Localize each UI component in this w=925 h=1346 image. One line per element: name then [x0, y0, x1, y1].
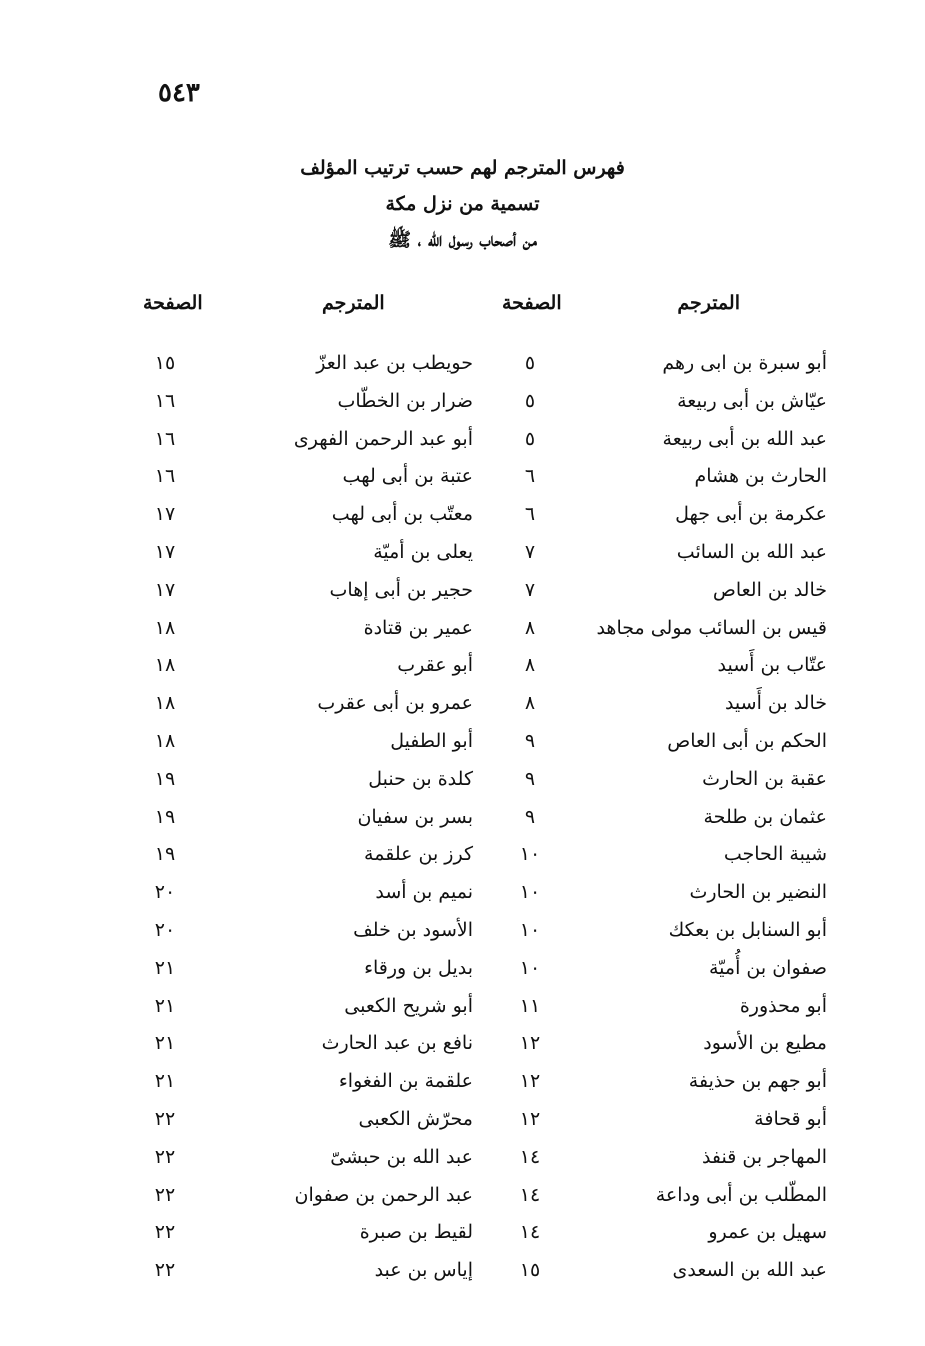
name-right: عقبة بن الحارث — [702, 767, 827, 790]
name-left: أبو شريح الكعبى — [344, 994, 473, 1017]
name-right: عبد الله بن السائب — [676, 540, 827, 563]
table-row — [0, 345, 925, 383]
page-right: ٩ — [524, 805, 536, 828]
name-right: المطّلب بن أبى وداعة — [655, 1183, 827, 1206]
header-name-right: المترجم — [677, 292, 740, 314]
name-right: المهاجر بن قنفذ — [701, 1145, 827, 1168]
name-right: صفوان بن أُميّة — [709, 956, 827, 979]
page-right: ٥ — [524, 389, 536, 412]
name-right: أبو محذورة — [739, 994, 827, 1017]
table-row — [0, 874, 925, 912]
page-left: ٢١ — [154, 956, 176, 979]
page-right: ٥ — [524, 352, 536, 374]
page-right: ٦ — [524, 465, 536, 488]
name-right: شيبة الحاجب — [723, 843, 827, 866]
name-left: عمرو بن أبى عقرب — [317, 692, 473, 715]
page-left: ١٧ — [154, 578, 176, 601]
name-left: ضرار بن الخطّاب — [337, 389, 473, 412]
page-right: ٧ — [524, 540, 536, 563]
table-row — [0, 1101, 925, 1139]
table-row — [0, 836, 925, 874]
name-right: عبد الله بن السعدى — [672, 1259, 827, 1282]
page-left: ١٦ — [154, 427, 176, 450]
page-right: ١٠ — [519, 843, 541, 866]
page-right: ١٠ — [519, 881, 541, 904]
page-right: ١٤ — [519, 1183, 541, 1206]
page-right: ١٠ — [519, 918, 541, 941]
page-left: ١٦ — [154, 465, 176, 488]
name-right: قيس بن السائب مولى مجاهد — [596, 616, 827, 639]
page-left: ١٨ — [154, 729, 176, 752]
page-left: ٢٢ — [154, 1145, 176, 1168]
page-subtitle-2: من أصحاب رسول الله ، ﷺ — [388, 229, 537, 251]
name-left: إياس بن عبد — [374, 1259, 473, 1282]
page-left: ١٩ — [154, 767, 176, 790]
name-right: عكرمة بن أبى جهل — [675, 503, 827, 526]
index-table — [0, 345, 925, 1290]
name-right: النضير بن الحارث — [689, 881, 827, 904]
name-right: أبو قحافة — [754, 1107, 827, 1130]
name-right: سهيل بن عمرو — [708, 1221, 827, 1244]
table-row — [0, 1139, 925, 1177]
page-right: ١٤ — [519, 1221, 541, 1244]
header-page-left: الصفحة — [143, 292, 203, 314]
page-left: ١٨ — [154, 692, 176, 715]
table-row — [0, 1214, 925, 1252]
page-right: ٨ — [524, 616, 536, 639]
name-right: عبد الله بن أبى ربيعة — [662, 427, 827, 450]
name-left: نميم بن أسد — [375, 881, 473, 904]
page-right: ١٤ — [519, 1145, 541, 1168]
page-left: ٢٢ — [154, 1221, 176, 1244]
page-right: ١١ — [519, 994, 541, 1017]
table-row — [0, 647, 925, 685]
page-number: ٥٤٣ — [158, 78, 200, 108]
name-left: أبو الطفيل — [390, 729, 473, 752]
page-right: ٧ — [524, 578, 536, 601]
page-left: ١٨ — [154, 654, 176, 677]
page-left: ١٨ — [154, 616, 176, 639]
page-right: ١٢ — [519, 1107, 541, 1130]
table-row — [0, 988, 925, 1026]
page-left: ١٩ — [154, 805, 176, 828]
page-title: فهرس المترجم لهم حسب ترتيب المؤلف — [300, 157, 625, 179]
name-left: كلدة بن حنبل — [368, 767, 473, 790]
name-right: عتّاب بن أَسيد — [717, 654, 827, 677]
name-left: علقمة بن الفغواء — [338, 1070, 473, 1093]
table-row — [0, 912, 925, 950]
name-left: بسر بن سفيان — [357, 805, 473, 828]
name-left: عتبة بن أبى لهب — [342, 465, 473, 488]
page-left: ١٧ — [154, 540, 176, 563]
table-row — [0, 950, 925, 988]
name-right: أبو السنابل بن بعكك — [668, 918, 827, 941]
name-left: لقيط بن صبرة — [359, 1221, 473, 1244]
page-right: ٩ — [524, 729, 536, 752]
table-row — [0, 496, 925, 534]
titles-block — [0, 150, 925, 258]
page-left: ٢١ — [154, 1070, 176, 1093]
name-right: الحكم بن أبى العاص — [667, 729, 827, 752]
name-left: كرز بن علقمة — [364, 843, 473, 866]
page-left: ٢٠ — [154, 918, 176, 941]
name-left: عبد الله بن حبشىّ — [330, 1145, 473, 1168]
page-right: ٩ — [524, 767, 536, 790]
page-right: ١٥ — [519, 1259, 541, 1282]
page-right: ١٢ — [519, 1070, 541, 1093]
page-left: ٢٢ — [154, 1183, 176, 1206]
name-right: أبو جهم بن حذيفة — [688, 1070, 827, 1093]
name-right: عيّاش بن أبى ربيعة — [677, 389, 827, 412]
name-right: عثمان بن طلحة — [703, 805, 827, 828]
table-row — [0, 799, 925, 837]
table-row — [0, 1025, 925, 1063]
table-row — [0, 1252, 925, 1290]
page-left: ١٦ — [154, 389, 176, 412]
table-row — [0, 685, 925, 723]
page-left: ٢١ — [154, 994, 176, 1017]
page-right: ٦ — [524, 503, 536, 526]
name-left: يعلى بن أميّة — [373, 540, 473, 563]
name-left: الأسود بن خلف — [353, 918, 473, 941]
name-left: عمير بن قتادة — [363, 616, 473, 639]
table-row — [0, 1063, 925, 1101]
page-right: ٥ — [524, 427, 536, 450]
name-left: حجير بن أبى إهاب — [329, 578, 473, 601]
header-page-right: الصفحة — [502, 292, 562, 314]
page-right: ٨ — [524, 692, 536, 715]
page-left: ٢٠ — [154, 881, 176, 904]
header-name-left: المترجم — [322, 292, 385, 314]
name-left: حويطب بن عبد العزّ — [316, 352, 473, 374]
table-row — [0, 723, 925, 761]
page-left: ٢٢ — [154, 1259, 176, 1282]
name-right: أبو سبرة بن ابى رهم — [662, 352, 827, 374]
page-right: ٨ — [524, 654, 536, 677]
page-right: ١٠ — [519, 956, 541, 979]
name-right: مطيع بن الأسود — [703, 1032, 827, 1055]
name-right: خالد بن أَسيد — [724, 692, 827, 715]
table-row — [0, 421, 925, 459]
table-row — [0, 610, 925, 648]
name-left: أبو عقرب — [397, 654, 473, 677]
table-row — [0, 534, 925, 572]
table-row — [0, 458, 925, 496]
page-left: ١٥ — [154, 352, 176, 374]
page-left: ٢١ — [154, 1032, 176, 1055]
name-right: خالد بن العاص — [712, 578, 827, 601]
page-left: ١٧ — [154, 503, 176, 526]
name-left: عبد الرحمن بن صفوان — [294, 1183, 473, 1206]
table-row — [0, 761, 925, 799]
name-left: معتّب بن أبى لهب — [331, 503, 473, 526]
page-left: ٢٢ — [154, 1107, 176, 1130]
name-right: الحارث بن هشام — [694, 465, 827, 488]
page-subtitle: تسمية من نزل مكة — [385, 193, 540, 215]
name-left: محرّش الكعبى — [358, 1107, 473, 1130]
table-row — [0, 1177, 925, 1215]
page-right: ١٢ — [519, 1032, 541, 1055]
name-left: أبو عبد الرحمن الفهرى — [293, 427, 473, 450]
name-left: بديل بن ورقاء — [364, 956, 473, 979]
page-left: ١٩ — [154, 843, 176, 866]
name-left: نافع بن عبد الحارث — [321, 1032, 473, 1055]
table-row — [0, 383, 925, 421]
table-row — [0, 572, 925, 610]
